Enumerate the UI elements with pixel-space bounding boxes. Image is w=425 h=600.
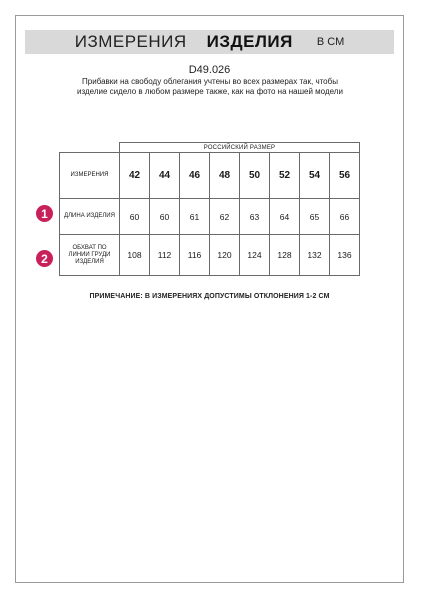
size-chart-sheet: [15, 15, 404, 583]
table-cell: 112: [150, 235, 180, 276]
row-number-badge: 2: [36, 250, 53, 267]
table-cell: 60: [120, 199, 150, 235]
size-header: 54: [300, 153, 330, 199]
table-cell: 108: [120, 235, 150, 276]
measurements-header: ИЗМЕРЕНИЯ: [60, 153, 120, 199]
table-cell: 116: [180, 235, 210, 276]
size-table: [59, 142, 360, 276]
table-cell: 136: [330, 235, 360, 276]
table-cell: 124: [240, 235, 270, 276]
table-cell: 61: [180, 199, 210, 235]
table-cell: 65: [300, 199, 330, 235]
table-cell: 62: [210, 199, 240, 235]
table-cell: 132: [300, 235, 330, 276]
fit-description: Прибавки на свободу облегания учтены во всех размерах так, чтобы изделие сидело в любом размере также, как на фото на нашей модели: [77, 77, 343, 96]
row-number-badge: 1: [36, 205, 53, 222]
table-cell: 128: [270, 235, 300, 276]
size-header: 46: [180, 153, 210, 199]
table-cell: 64: [270, 199, 300, 235]
product-code: D49.026: [188, 64, 231, 76]
table-row: [60, 235, 360, 276]
title-bar: [25, 30, 394, 54]
title-product: ИЗДЕЛИЯ: [206, 32, 293, 51]
row-label-length: ДЛИНА ИЗДЕЛИЯ: [60, 199, 120, 235]
tolerance-note: ПРИМЕЧАНИЕ: В ИЗМЕРЕНИЯХ ДОПУСТИМЫ ОТКЛОНЕНИЯ 1-2 СМ: [89, 293, 330, 300]
russian-size-header: РОССИЙСКИЙ РАЗМЕР: [120, 143, 360, 153]
row-label-chest: ОБХВАТ ПО ЛИНИИ ГРУДИ ИЗДЕЛИЯ: [60, 235, 120, 276]
size-header: 50: [240, 153, 270, 199]
size-header: 44: [150, 153, 180, 199]
table-cell: 120: [210, 235, 240, 276]
size-header: 48: [210, 153, 240, 199]
title-measurements: ИЗМЕРЕНИЯ: [74, 32, 187, 51]
size-header: 52: [270, 153, 300, 199]
table-cell: 63: [240, 199, 270, 235]
size-header: 42: [120, 153, 150, 199]
table-corner: [60, 143, 120, 153]
table-cell: 66: [330, 199, 360, 235]
table-cell: 60: [150, 199, 180, 235]
size-header: 56: [330, 153, 360, 199]
table-row: [60, 199, 360, 235]
title-unit: В СМ: [316, 36, 345, 48]
